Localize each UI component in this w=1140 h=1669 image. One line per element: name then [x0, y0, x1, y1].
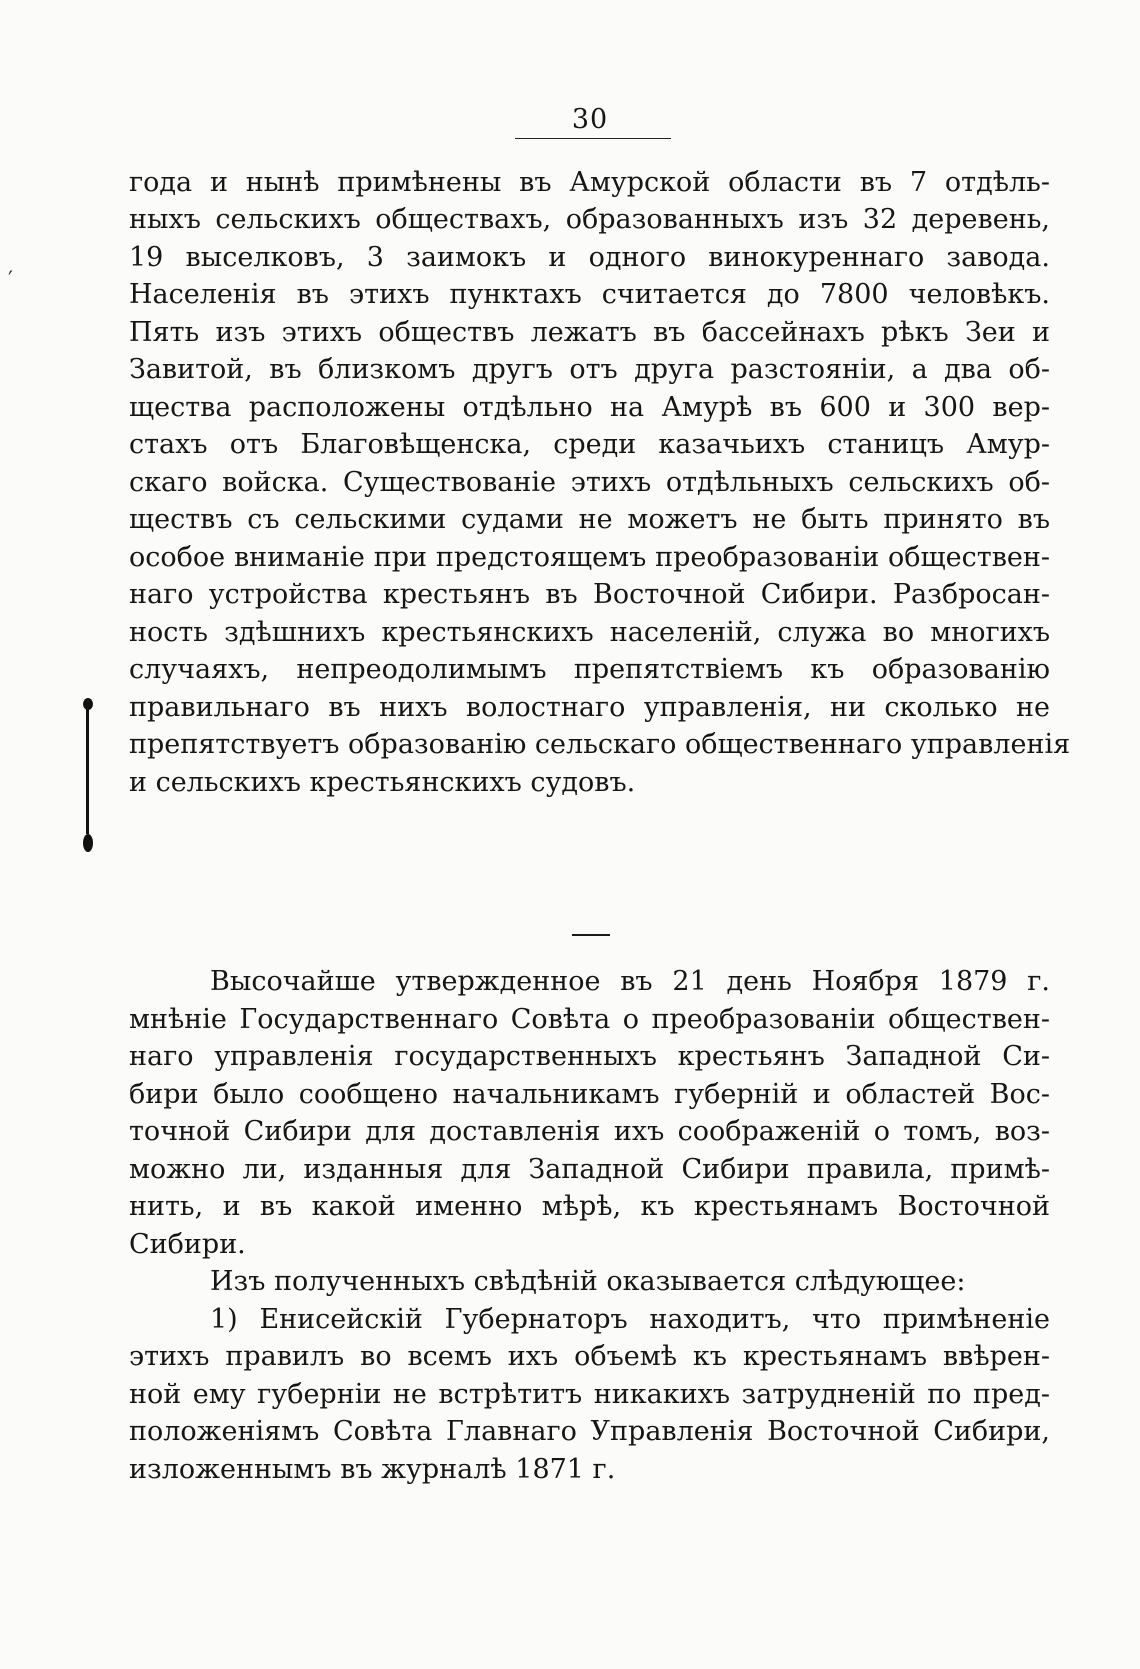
text-line: ной ему губерніи не встрѣтитъ никакихъ затрудненій по пред- — [129, 1379, 1050, 1410]
text-line: положеніямъ Совѣта Главнаго Управленія Восточной Сибири, — [129, 1416, 1050, 1447]
text-line: и сельскихъ крестьянскихъ судовъ. — [129, 767, 636, 798]
text-line: препятствуетъ образованію сельскаго общественнаго управленія — [129, 729, 1071, 760]
text-line: случаяхъ, непреодолимымъ препятствіемъ къ образованію — [129, 654, 1050, 685]
text-line: щества расположены отдѣльно на Амурѣ въ 600 и 300 вер- — [129, 392, 1050, 423]
page-number: 30 — [571, 104, 609, 135]
text-line: бири было сообщено начальникамъ губерній и областей Вос- — [129, 1079, 1050, 1110]
text-line: Высочайше утвержденное въ 21 день Ноября 1879 г. — [210, 966, 1050, 997]
text-line: Пять изъ этихъ обществъ лежатъ въ бассейнахъ рѣкъ Зеи и — [129, 317, 1050, 348]
text-line: наго управленія государственныхъ крестьянъ Западной Си- — [129, 1041, 1050, 1072]
text-line: наго устройства крестьянъ въ Восточной Сибири. Разбросан- — [129, 579, 1050, 610]
text-line: изложеннымъ въ журналѣ 1871 г. — [129, 1454, 616, 1485]
text-line: ность здѣшнихъ крестьянскихъ населеній, служа во многихъ — [129, 617, 1050, 648]
text-line: 1) Енисейскій Губернаторъ находитъ, что примѣненіе — [210, 1304, 1050, 1335]
margin-bracket-mark — [82, 698, 94, 858]
margin-tick: ′ — [8, 268, 13, 293]
section-separator — [572, 934, 610, 936]
text-line: Завитой, въ близкомъ другъ отъ друга разстояніи, а два об- — [129, 354, 1050, 385]
text-line: точной Сибири для доставленія ихъ соображеній о томъ, воз- — [129, 1116, 1050, 1147]
text-line: года и нынѣ примѣнены въ Амурской области въ 7 отдѣль- — [129, 167, 1050, 198]
text-line: 19 выселковъ, 3 заимокъ и одного винокуреннаго завода. — [129, 242, 1050, 273]
text-line: Сибири. — [129, 1229, 246, 1260]
text-line: этихъ правилъ во всемъ ихъ объемѣ къ крестьянамъ ввѣрен- — [129, 1341, 1050, 1372]
text-line: стахъ отъ Благовѣщенска, среди казачьихъ станицъ Амур- — [129, 429, 1050, 460]
text-line: Населенія въ этихъ пунктахъ считается до 7800 человѣкъ. — [129, 279, 1050, 310]
text-line: можно ли, изданныя для Западной Сибири правила, примѣ- — [129, 1154, 1050, 1185]
text-line: скаго войска. Существованіе этихъ отдѣльныхъ сельскихъ об- — [129, 467, 1050, 498]
text-line: особое вниманіе при предстоящемъ преобразованіи обществен- — [129, 542, 1050, 573]
text-line: мнѣніе Государственнаго Совѣта о преобразованіи обществен- — [129, 1004, 1050, 1035]
text-line: Изъ полученныхъ свѣдѣній оказывается слѣдующее: — [210, 1266, 966, 1297]
page-number-rule — [515, 138, 671, 139]
text-line: нить, и въ какой именно мѣрѣ, къ крестьянамъ Восточной — [129, 1191, 1050, 1222]
text-line: правильнаго въ нихъ волостнаго управленія, ни сколько не — [129, 692, 1050, 723]
text-line: ныхъ сельскихъ обществахъ, образованныхъ изъ 32 деревень, — [129, 204, 1050, 235]
text-line: ществъ съ сельскими судами не можетъ не быть принято въ — [129, 504, 1050, 535]
